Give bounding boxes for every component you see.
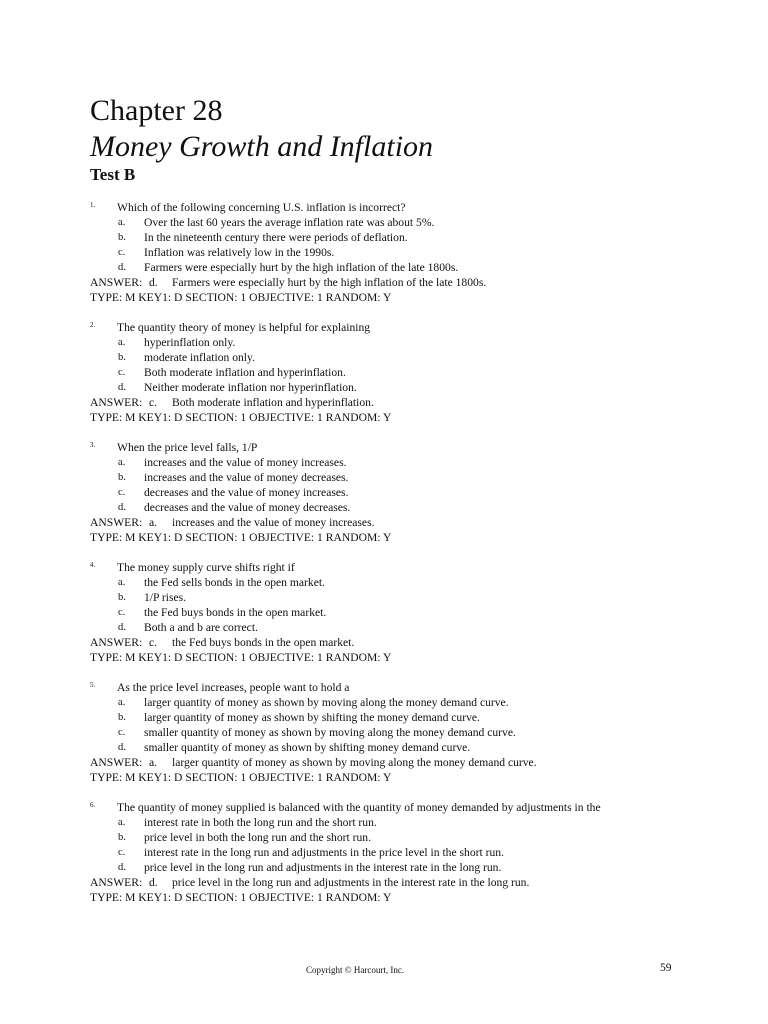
answer-label: ANSWER:	[90, 636, 143, 649]
answer-option	[90, 710, 690, 725]
question-number: 3.	[90, 441, 96, 449]
option-letter: a.	[118, 697, 126, 708]
answer-text: price level in the long run and adjustments in the interest rate in the long run.	[172, 876, 530, 889]
answer-option	[90, 695, 690, 710]
type-line: TYPE: M KEY1: D SECTION: 1 OBJECTIVE: 1 RANDOM: Y	[90, 291, 392, 304]
type-line: TYPE: M KEY1: D SECTION: 1 OBJECTIVE: 1 RANDOM: Y	[90, 891, 392, 904]
option-text: increases and the value of money decreases.	[144, 471, 349, 484]
option-letter: c.	[118, 247, 126, 258]
option-text: Both a and b are correct.	[144, 621, 258, 634]
question-number: 6.	[90, 801, 96, 809]
answer-line	[90, 635, 690, 650]
chapter-heading: Chapter 28	[90, 94, 223, 127]
answer-letter: d.	[149, 876, 158, 889]
option-letter: b.	[118, 592, 126, 603]
page-number: 59	[660, 962, 672, 974]
option-text: interest rate in the long run and adjustments in the price level in the short run.	[144, 846, 504, 859]
option-letter: c.	[118, 847, 126, 858]
option-text: larger quantity of money as shown by shifting the money demand curve.	[144, 711, 480, 724]
answer-line	[90, 275, 690, 290]
question-block	[90, 680, 690, 785]
question-list	[90, 200, 690, 920]
answer-letter: d.	[149, 276, 158, 289]
option-text: smaller quantity of money as shown by moving along the money demand curve.	[144, 726, 516, 739]
answer-option	[90, 590, 690, 605]
answer-letter: a.	[149, 756, 158, 769]
answer-option	[90, 830, 690, 845]
option-text: Neither moderate inflation nor hyperinflation.	[144, 381, 357, 394]
question-text: Which of the following concerning U.S. inflation is incorrect?	[117, 201, 406, 214]
answer-option	[90, 845, 690, 860]
answer-label: ANSWER:	[90, 276, 143, 289]
option-text: the Fed buys bonds in the open market.	[144, 606, 327, 619]
answer-option	[90, 245, 690, 260]
answer-option	[90, 350, 690, 365]
option-text: hyperinflation only.	[144, 336, 236, 349]
option-letter: c.	[118, 367, 126, 378]
option-letter: b.	[118, 352, 126, 363]
answer-text: Both moderate inflation and hyperinflation.	[172, 396, 374, 409]
option-text: price level in the long run and adjustments in the interest rate in the long run.	[144, 861, 502, 874]
option-letter: a.	[118, 457, 126, 468]
answer-line	[90, 515, 690, 530]
answer-label: ANSWER:	[90, 516, 143, 529]
option-letter: c.	[118, 727, 126, 738]
answer-option	[90, 815, 690, 830]
test-label: Test B	[90, 165, 136, 184]
answer-text: Farmers were especially hurt by the high inflation of the late 1800s.	[172, 276, 487, 289]
answer-option	[90, 500, 690, 515]
option-letter: c.	[118, 487, 126, 498]
answer-line	[90, 755, 690, 770]
question-text: When the price level falls, 1/P	[117, 441, 258, 454]
answer-line	[90, 395, 690, 410]
question-stem	[90, 560, 690, 575]
question-number: 1.	[90, 201, 96, 209]
answer-text: larger quantity of money as shown by moving along the money demand curve.	[172, 756, 537, 769]
answer-label: ANSWER:	[90, 756, 143, 769]
option-letter: b.	[118, 832, 126, 843]
option-text: price level in both the long run and the short run.	[144, 831, 371, 844]
answer-line	[90, 875, 690, 890]
question-number: 5.	[90, 681, 96, 689]
option-letter: d.	[118, 622, 126, 633]
answer-text: increases and the value of money increases.	[172, 516, 375, 529]
question-number: 2.	[90, 321, 96, 329]
question-text: The money supply curve shifts right if	[117, 561, 295, 574]
option-text: decreases and the value of money increases.	[144, 486, 349, 499]
answer-option	[90, 725, 690, 740]
answer-option	[90, 260, 690, 275]
option-letter: c.	[118, 607, 126, 618]
answer-option	[90, 215, 690, 230]
answer-option	[90, 365, 690, 380]
answer-letter: a.	[149, 516, 158, 529]
option-text: Both moderate inflation and hyperinflation.	[144, 366, 346, 379]
type-line: TYPE: M KEY1: D SECTION: 1 OBJECTIVE: 1 RANDOM: Y	[90, 531, 392, 544]
answer-letter: c.	[149, 396, 158, 409]
option-text: increases and the value of money increases.	[144, 456, 347, 469]
chapter-title: Money Growth and Inflation	[90, 130, 434, 163]
answer-option	[90, 335, 690, 350]
question-block	[90, 320, 690, 425]
option-text: smaller quantity of money as shown by shifting money demand curve.	[144, 741, 471, 754]
answer-label: ANSWER:	[90, 876, 143, 889]
copyright-footer: Copyright © Harcourt, Inc.	[306, 965, 405, 975]
answer-option	[90, 380, 690, 395]
question-text: The quantity of money supplied is balanced with the quantity of money demanded by adjustments in the	[117, 801, 601, 814]
answer-option	[90, 605, 690, 620]
option-text: In the nineteenth century there were periods of deflation.	[144, 231, 408, 244]
option-letter: a.	[118, 217, 126, 228]
type-line: TYPE: M KEY1: D SECTION: 1 OBJECTIVE: 1 RANDOM: Y	[90, 771, 392, 784]
answer-option	[90, 485, 690, 500]
option-text: larger quantity of money as shown by moving along the money demand curve.	[144, 696, 509, 709]
question-number: 4.	[90, 561, 96, 569]
option-letter: b.	[118, 472, 126, 483]
option-text: moderate inflation only.	[144, 351, 255, 364]
option-text: Over the last 60 years the average inflation rate was about 5%.	[144, 216, 435, 229]
option-text: 1/P rises.	[144, 591, 187, 604]
answer-option	[90, 860, 690, 875]
answer-label: ANSWER:	[90, 396, 143, 409]
answer-option	[90, 230, 690, 245]
option-letter: b.	[118, 712, 126, 723]
question-text: The quantity theory of money is helpful for explaining	[117, 321, 371, 334]
option-letter: d.	[118, 502, 126, 513]
option-letter: a.	[118, 337, 126, 348]
option-text: interest rate in both the long run and the short run.	[144, 816, 377, 829]
type-line: TYPE: M KEY1: D SECTION: 1 OBJECTIVE: 1 RANDOM: Y	[90, 651, 392, 664]
question-stem	[90, 440, 690, 455]
answer-letter: c.	[149, 636, 158, 649]
answer-option	[90, 470, 690, 485]
question-stem	[90, 320, 690, 335]
question-text: As the price level increases, people want to hold a	[117, 681, 350, 694]
question-block	[90, 440, 690, 545]
option-text: Farmers were especially hurt by the high inflation of the late 1800s.	[144, 261, 459, 274]
question-stem	[90, 800, 690, 815]
option-letter: a.	[118, 577, 126, 588]
question-stem	[90, 200, 690, 215]
option-letter: d.	[118, 262, 126, 273]
option-letter: a.	[118, 817, 126, 828]
question-block	[90, 200, 690, 305]
option-text: decreases and the value of money decreases.	[144, 501, 351, 514]
question-block	[90, 560, 690, 665]
question-block	[90, 800, 690, 905]
answer-option	[90, 455, 690, 470]
option-text: Inflation was relatively low in the 1990s.	[144, 246, 335, 259]
option-letter: d.	[118, 742, 126, 753]
option-text: the Fed sells bonds in the open market.	[144, 576, 325, 589]
answer-text: the Fed buys bonds in the open market.	[172, 636, 355, 649]
answer-option	[90, 575, 690, 590]
option-letter: d.	[118, 862, 126, 873]
answer-option	[90, 620, 690, 635]
question-stem	[90, 680, 690, 695]
option-letter: b.	[118, 232, 126, 243]
answer-option	[90, 740, 690, 755]
type-line: TYPE: M KEY1: D SECTION: 1 OBJECTIVE: 1 RANDOM: Y	[90, 411, 392, 424]
option-letter: d.	[118, 382, 126, 393]
